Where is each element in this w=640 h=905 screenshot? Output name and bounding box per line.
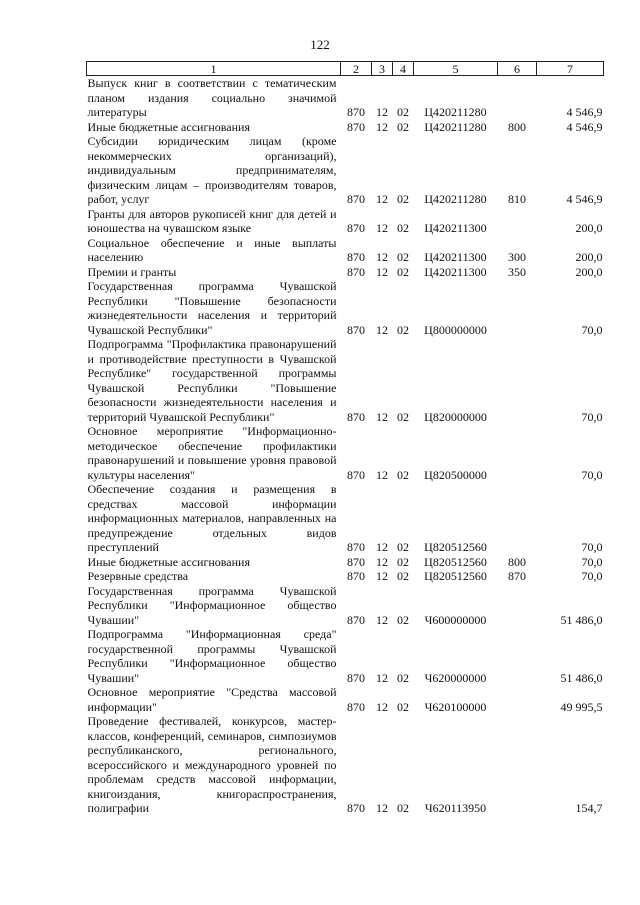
row-description: Государственная программа Чувашской Республики "Информационное общество Чувашии": [87, 583, 337, 627]
row-section-code: 12: [376, 192, 388, 206]
row-section-code: 12: [376, 540, 388, 554]
row-amount: 200,0: [575, 250, 603, 264]
row-description: Проведение фестивалей, конкурсов, мастер-классов, конференций, семинаров, симпозиумов республиканского, регионального, всероссийского и международного уровней по проблемам средств массовой информации, книгоиздания, книгораспространения, полиграфии: [87, 714, 337, 815]
row-section-code: 12: [376, 467, 388, 482]
row-target-code: Ц420211300: [424, 264, 487, 279]
page-number: 122: [310, 37, 330, 52]
row-subsection-code: 02: [397, 612, 409, 627]
row-subsection-code: 02: [397, 670, 409, 685]
row-ministry-code: 870: [347, 105, 365, 119]
row-section-code: 12: [376, 221, 388, 235]
row-target-code: Ц820512560: [424, 554, 487, 569]
table-row: [87, 424, 604, 482]
row-target-code: Ц420211300: [424, 250, 487, 264]
row-description: Подпрограмма "Информационная среда" государственной программы Чувашской Республики "Информационное общество Чувашии": [87, 627, 337, 685]
row-target-code: Ц420211280: [424, 119, 487, 134]
row-expense-type-code: [498, 627, 537, 685]
row-description: Премии и гранты: [87, 264, 177, 279]
row-description: Социальное обеспечение и иные выплаты населению: [87, 235, 337, 264]
row-section-code: 12: [376, 250, 388, 264]
row-expense-type-code: [498, 482, 537, 555]
row-section-code: 12: [376, 612, 388, 627]
row-ministry-code: 870: [347, 801, 365, 815]
row-amount: 4 546,9: [566, 119, 603, 134]
row-subsection-code: 02: [397, 221, 409, 235]
row-amount: 200,0: [575, 264, 603, 279]
row-subsection-code: 02: [397, 250, 409, 264]
table-row: [87, 236, 604, 265]
table-row: [87, 555, 604, 570]
row-subsection-code: 02: [397, 264, 409, 279]
row-expense-type-code: 350: [508, 264, 526, 279]
row-ministry-code: 870: [347, 569, 365, 583]
row-amount: 4 546,9: [566, 105, 603, 119]
row-section-code: 12: [376, 119, 388, 134]
row-amount: 70,0: [581, 409, 603, 424]
row-expense-type-code: 810: [508, 192, 526, 206]
row-target-code: Ч620000000: [424, 670, 487, 685]
row-target-code: Ц820512560: [424, 569, 487, 583]
row-expense-type-code: [498, 76, 537, 120]
table-row: [87, 279, 604, 337]
row-description: Иные бюджетные ассигнования: [87, 119, 250, 134]
row-expense-type-code: [498, 337, 537, 424]
row-description: Основное мероприятие "Средства массовой информации": [87, 685, 337, 714]
row-description: Обеспечение создания и размещения в средствах массовой информации информационных материалов, направленных на предупреждение отдельных видов преступлений: [87, 482, 337, 554]
row-target-code: Ч620100000: [424, 699, 487, 714]
header-col-2: 2: [341, 62, 372, 76]
row-target-code: Ч620113950: [424, 801, 487, 815]
row-expense-type-code: [498, 685, 537, 714]
row-section-code: 12: [376, 322, 388, 337]
row-subsection-code: 02: [397, 554, 409, 569]
row-ministry-code: 870: [347, 264, 365, 279]
row-ministry-code: 870: [347, 612, 365, 627]
row-ministry-code: 870: [347, 554, 365, 569]
row-amount: 70,0: [581, 569, 603, 583]
row-target-code: Ц820512560: [424, 540, 487, 554]
header-col-5: 5: [414, 62, 498, 76]
header-col-7: 7: [537, 62, 604, 76]
table-row: [87, 120, 604, 135]
header-col-4: 4: [393, 62, 414, 76]
row-amount: 70,0: [581, 540, 603, 554]
budget-table: [86, 61, 604, 816]
row-expense-type-code: 800: [508, 119, 526, 134]
row-amount: 51 486,0: [560, 670, 603, 685]
header-col-3: 3: [372, 62, 393, 76]
table-row: [87, 685, 604, 714]
row-section-code: 12: [376, 105, 388, 119]
row-ministry-code: 870: [347, 221, 365, 235]
row-section-code: 12: [376, 264, 388, 279]
row-expense-type-code: [498, 207, 537, 236]
row-description: Гранты для авторов рукописей книг для детей и юношества на чувашском языке: [87, 206, 337, 235]
row-section-code: 12: [376, 554, 388, 569]
row-section-code: 12: [376, 801, 388, 815]
row-subsection-code: 02: [397, 192, 409, 206]
row-subsection-code: 02: [397, 322, 409, 337]
row-subsection-code: 02: [397, 569, 409, 583]
row-description: Резервные средства: [87, 569, 189, 583]
row-subsection-code: 02: [397, 105, 409, 119]
row-expense-type-code: [498, 279, 537, 337]
row-ministry-code: 870: [347, 409, 365, 424]
row-amount: 70,0: [581, 467, 603, 482]
row-subsection-code: 02: [397, 119, 409, 134]
row-target-code: Ц420211300: [424, 221, 487, 235]
row-expense-type-code: 300: [508, 250, 526, 264]
row-description: Выпуск книг в соответствии с тематическим планом издания социально значимой литературы: [87, 76, 337, 119]
table-body: [87, 76, 604, 816]
row-subsection-code: 02: [397, 801, 409, 815]
row-ministry-code: 870: [347, 670, 365, 685]
row-amount: 49 995,5: [560, 699, 603, 714]
row-target-code: Ц820500000: [424, 467, 487, 482]
table-row: [87, 482, 604, 555]
row-amount: 4 546,9: [566, 192, 603, 206]
row-expense-type-code: 800: [508, 554, 526, 569]
table-row: [87, 76, 604, 120]
row-ministry-code: 870: [347, 322, 365, 337]
row-subsection-code: 02: [397, 699, 409, 714]
row-section-code: 12: [376, 699, 388, 714]
row-description: Основное мероприятие "Информационно-методическое обеспечение профилактики правонарушений и повышение уровня правовой культуры населения": [87, 424, 337, 482]
row-ministry-code: 870: [347, 250, 365, 264]
row-amount: 70,0: [581, 322, 603, 337]
header-col-1: 1: [87, 62, 341, 76]
row-amount: 70,0: [581, 554, 603, 569]
row-expense-type-code: [498, 584, 537, 628]
row-expense-type-code: 870: [508, 569, 526, 583]
row-ministry-code: 870: [347, 119, 365, 134]
table-row: [87, 207, 604, 236]
table-row: [87, 265, 604, 280]
row-subsection-code: 02: [397, 540, 409, 554]
row-amount: 154,7: [575, 801, 603, 815]
table-row: [87, 584, 604, 628]
row-ministry-code: 870: [347, 467, 365, 482]
row-ministry-code: 870: [347, 540, 365, 554]
row-amount: 51 486,0: [560, 612, 603, 627]
table-row: [87, 627, 604, 685]
row-target-code: Ч600000000: [424, 612, 487, 627]
row-section-code: 12: [376, 670, 388, 685]
row-subsection-code: 02: [397, 467, 409, 482]
row-description: Иные бюджетные ассигнования: [87, 554, 250, 569]
row-target-code: Ц420211280: [424, 105, 487, 119]
row-description: Подпрограмма "Профилактика правонарушений и противодействие преступности в Чувашской Республике" государственной программы Чувашской Республики "Повышение безопасности жизнедеятельности населения и территорий Чувашской Республики": [87, 337, 337, 424]
header-col-6: 6: [498, 62, 537, 76]
row-description: Государственная программа Чувашской Республики "Повышение безопасности жизнедеятельности населения и территорий Чувашской Республики": [87, 279, 337, 337]
row-section-code: 12: [376, 569, 388, 583]
row-target-code: Ц420211280: [424, 192, 487, 206]
table-row: [87, 569, 604, 584]
row-target-code: Ц800000000: [424, 322, 487, 337]
row-expense-type-code: [498, 424, 537, 482]
row-ministry-code: 870: [347, 192, 365, 206]
table-row: [87, 337, 604, 424]
row-amount: 200,0: [575, 221, 603, 235]
row-description: Субсидии юридическим лицам (кроме некоммерческих организаций), индивидуальным предпринимателям, физическим лицам – производителям товаров, работ, услуг: [87, 134, 337, 206]
table-row: [87, 134, 604, 207]
row-subsection-code: 02: [397, 409, 409, 424]
row-ministry-code: 870: [347, 699, 365, 714]
row-expense-type-code: [498, 714, 537, 816]
row-target-code: Ц820000000: [424, 409, 487, 424]
row-section-code: 12: [376, 409, 388, 424]
table-header-row: [87, 62, 604, 76]
table-row: [87, 714, 604, 816]
